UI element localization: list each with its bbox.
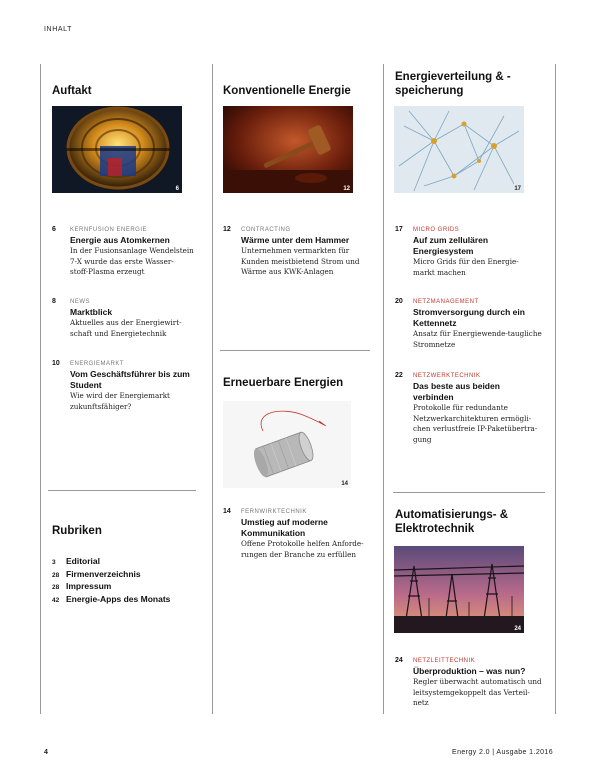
entry-headline: Stromversorgung durch ein Kettennetz	[413, 307, 525, 328]
entry-page-number: 20	[395, 298, 403, 305]
entry-kicker: CONTRACTING	[241, 227, 291, 233]
running-head: INHALT	[44, 26, 72, 33]
entry-description: Micro Grids für den Energie- markt machen	[413, 257, 519, 277]
toc-entry[interactable]	[52, 298, 202, 339]
entry-description: Protokolle für redundante Netzwerkarchitekturen ermögli- chen verlustfreie IP-Paketübertra- gung	[413, 403, 538, 444]
toc-entry[interactable]	[223, 508, 373, 560]
entry-page-number: 14	[223, 508, 231, 515]
toc-entry[interactable]	[395, 372, 550, 445]
entry-description: Aktuelles aus der Energiewirt- schaft und Energietechnik	[70, 318, 182, 338]
section-title-konventionelle: Konventionelle Energie	[223, 85, 351, 97]
entry-headline: Auf zum zellulären Energiesystem	[413, 235, 489, 256]
toc-entry[interactable]	[52, 360, 192, 412]
rubrik-item[interactable]: 28 Firmenverzeichnis	[52, 568, 141, 579]
rubriken-list	[52, 556, 170, 606]
power-substation-photo	[394, 546, 524, 633]
section-divider	[48, 490, 196, 491]
entry-kicker: NEWS	[70, 299, 90, 305]
entry-kicker: MICRO GRIDS	[413, 227, 460, 233]
photo-page-number: 6	[175, 186, 179, 192]
rubrik-item[interactable]: 3 Editorial	[52, 556, 101, 566]
toc-entry[interactable]	[395, 298, 550, 350]
photo-page-number: 12	[343, 186, 350, 192]
entry-page-number: 6	[52, 226, 56, 233]
toc-entry[interactable]	[52, 226, 202, 278]
column-rule	[383, 64, 384, 714]
section-title-automatisierung: Automatisierungs- & Elektrotechnik	[395, 509, 509, 535]
toc-entry[interactable]	[395, 226, 550, 278]
entry-page-number: 24	[395, 657, 403, 664]
entry-description: Offene Protokolle helfen Anforde- rungen der Branche zu erfüllen	[241, 539, 364, 559]
entry-description: Wie wird der Energiemarkt zukunftsfähiger?	[70, 391, 170, 411]
entry-description: Ansatz für Energiewende-taugliche Stromnetze	[413, 329, 542, 349]
tin-can-phone-photo	[223, 401, 351, 488]
entry-description: Unternehmen vermarkten für Kunden meistbietend Strom und Wärme aus KWK-Anlagen	[241, 246, 360, 276]
photo-page-number: 17	[514, 186, 521, 192]
page-number: 4	[44, 749, 48, 756]
toc-entry[interactable]	[223, 226, 373, 278]
photo-page-number: 24	[514, 626, 521, 632]
entry-kicker: FERNWIRKTECHNIK	[241, 509, 307, 515]
section-title-rubriken: Rubriken	[52, 525, 102, 537]
section-title-auftakt: Auftakt	[52, 85, 92, 97]
entry-headline: Vom Geschäftsführer bis zum Student	[70, 369, 190, 390]
entry-kicker: NETZMANAGEMENT	[413, 299, 479, 305]
entry-kicker: ENERGIEMARKT	[70, 361, 125, 367]
entry-headline: Marktblick	[70, 307, 113, 317]
fusion-photo	[52, 106, 182, 193]
rubrik-item[interactable]: 28 Impressum	[52, 581, 112, 591]
entry-kicker: NETZLEITTECHNIK	[413, 658, 476, 664]
entry-page-number: 22	[395, 372, 403, 379]
entry-page-number: 17	[395, 226, 403, 233]
column-rule	[555, 64, 556, 714]
issue-label: Energy 2.0 | Ausgabe 1.2016	[452, 749, 553, 756]
entry-headline: Umstieg auf moderne Kommunikation	[241, 517, 328, 538]
section-divider	[220, 350, 370, 351]
section-title-erneuerbare: Erneuerbare Energien	[223, 377, 344, 389]
entry-description: In der Fusionsanlage Wendelstein 7-X wurde das erste Wasser- stoff-Plasma erzeugt	[70, 246, 194, 276]
auction-hammer-photo	[223, 106, 353, 193]
column-rule	[212, 64, 213, 714]
entry-headline: Wärme unter dem Hammer	[241, 235, 350, 245]
entry-kicker: KERNFUSION ENERGIE	[70, 227, 148, 233]
photo-page-number: 14	[341, 481, 348, 487]
entry-page-number: 12	[223, 226, 231, 233]
entry-headline: Überproduktion – was nun?	[413, 666, 526, 676]
entry-description: Regler überwacht automatisch und leitsystemgekoppelt das Verteil- netz	[413, 677, 542, 707]
network-nodes-photo	[394, 106, 524, 193]
section-title-verteilung: Energieverteilung & -speicherung	[395, 71, 511, 97]
entry-headline: Das beste aus beiden verbinden	[413, 381, 500, 402]
entry-page-number: 10	[52, 360, 60, 367]
entry-page-number: 8	[52, 298, 56, 305]
toc-entry[interactable]	[395, 657, 550, 709]
entry-kicker: NETZWERKTECHNIK	[413, 373, 481, 379]
section-divider	[393, 492, 545, 493]
column-rule	[40, 64, 41, 714]
entry-headline: Energie aus Atomkernen	[70, 235, 170, 245]
rubrik-item[interactable]: 42 Energie-Apps des Monats	[52, 593, 171, 604]
